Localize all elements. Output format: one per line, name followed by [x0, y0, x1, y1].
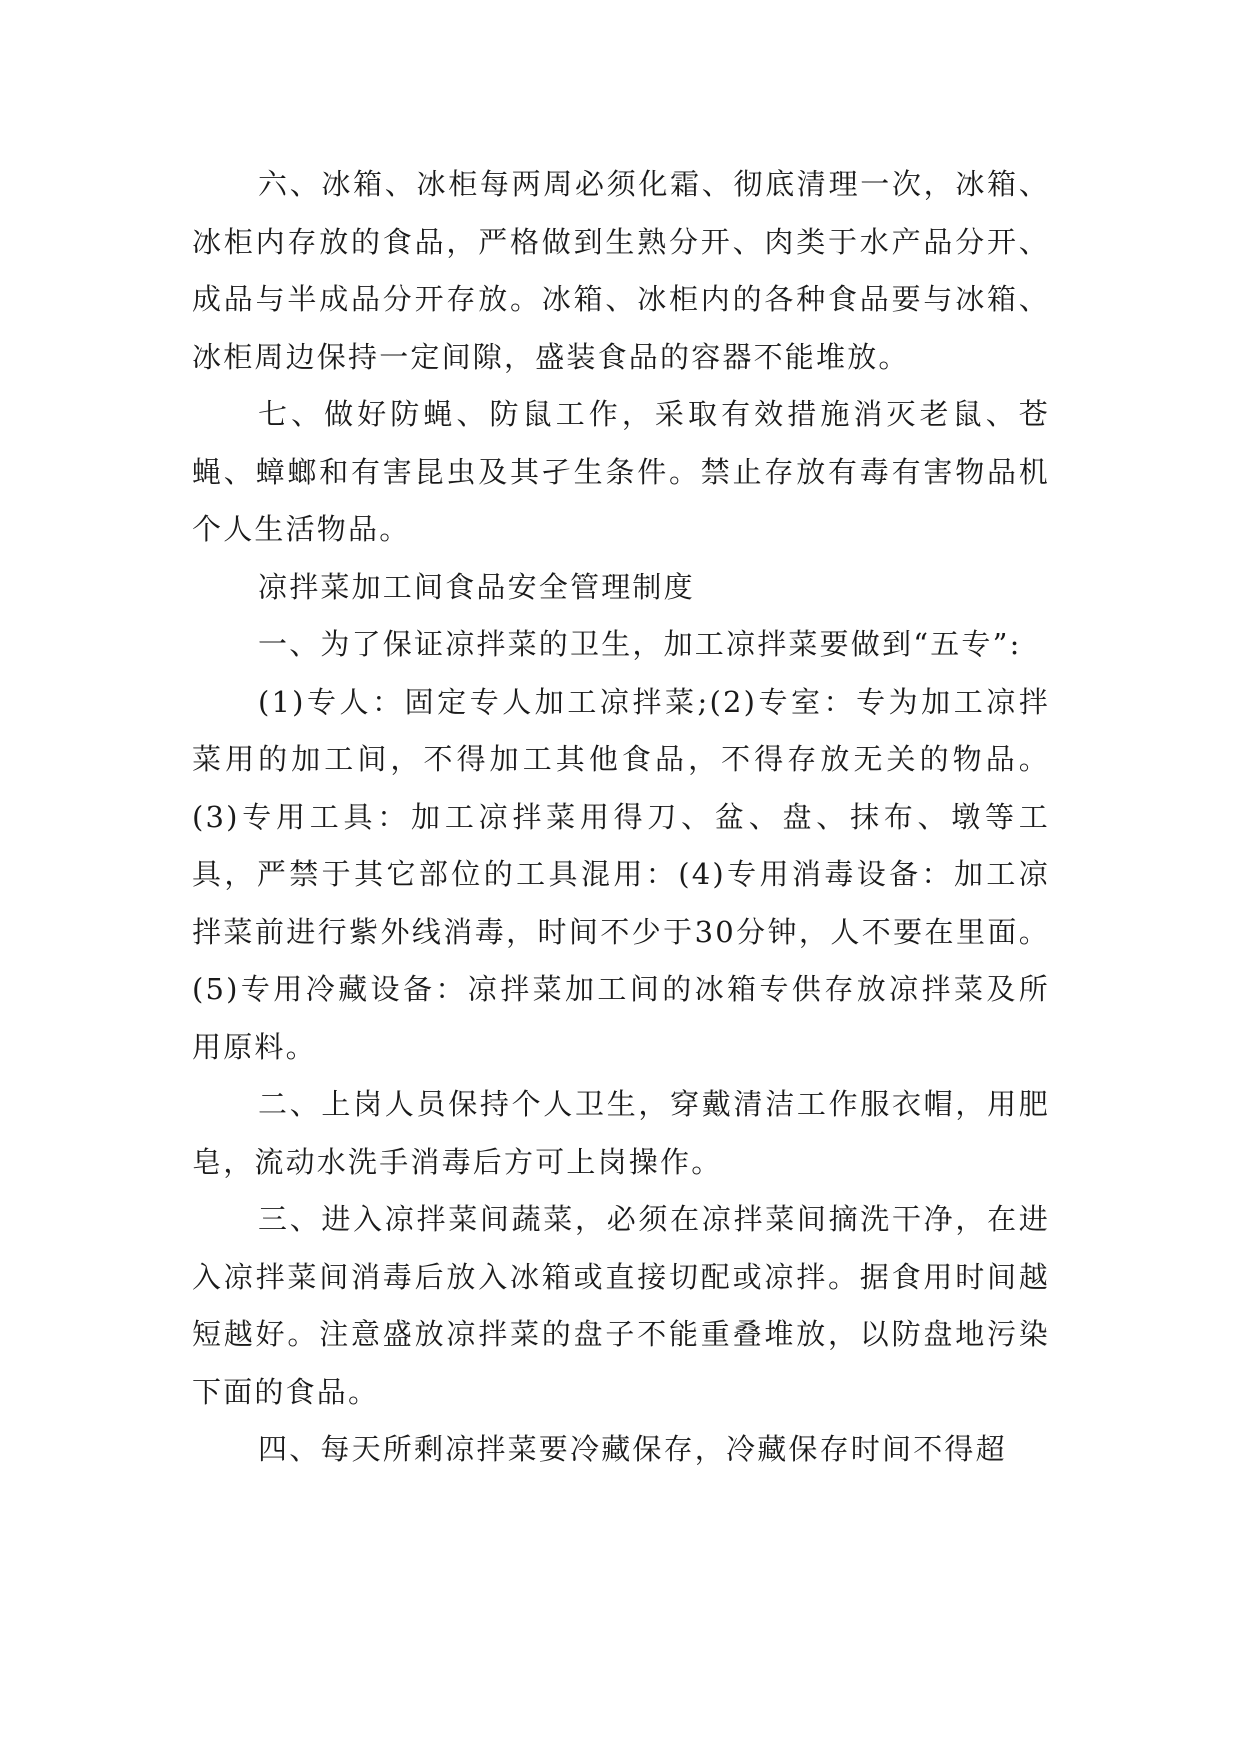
paragraph-item-1: 一、为了保证凉拌菜的卫生，加工凉拌菜要做到“五专”: [258, 627, 1022, 661]
document-body [192, 156, 1050, 1479]
paragraph-item-4: 四、每天所剩凉拌菜要冷藏保存，冷藏保存时间不得超 [258, 1432, 1007, 1466]
paragraph-item-2: 二、上岗人员保持个人卫生，穿戴清洁工作服衣帽，用肥皂，流动水洗手消毒后方可上岗操作。 [192, 1087, 1050, 1179]
paragraph-section-7: 七、做好防蝇、防鼠工作，采取有效措施消灭老鼠、苍蝇、蟑螂和有害昆虫及其孑生条件。禁止存放有毒有害物品机个人生活物品。 [192, 397, 1050, 546]
paragraph-five-specials: (1)专人：固定专人加工凉拌菜;(2)专室：专为加工凉拌菜用的加工间，不得加工其他食品，不得存放无关的物品。(3)专用工具：加工凉拌菜用得刀、盆、盘、抹布、墩等工具，严禁于其它部位的工具混用：(4)专用消毒设备：加工凉拌菜前进行紫外线消毒，时间不少于30分钟，人不要在里面。(5)专用冷藏设备：凉拌菜加工间的冰箱专供存放凉拌菜及所用原料。 [192, 684, 1050, 1064]
paragraph-item-3: 三、进入凉拌菜间蔬菜，必须在凉拌菜间摘洗干净，在进入凉拌菜间消毒后放入冰箱或直接切配或凉拌。据食用时间越短越好。注意盛放凉拌菜的盘子不能重叠堆放，以防盘地污染下面的食品。 [192, 1202, 1050, 1409]
section-heading: 凉拌菜加工间食品安全管理制度 [258, 569, 695, 604]
paragraph-section-6: 六、冰箱、冰柜每两周必须化霜、彻底清理一次，冰箱、冰柜内存放的食品，严格做到生熟分开、肉类于水产品分开、成品与半成品分开存放。冰箱、冰柜内的各种食品要与冰箱、冰柜周边保持一定间隙，盛装食品的容器不能堆放。 [192, 167, 1050, 374]
